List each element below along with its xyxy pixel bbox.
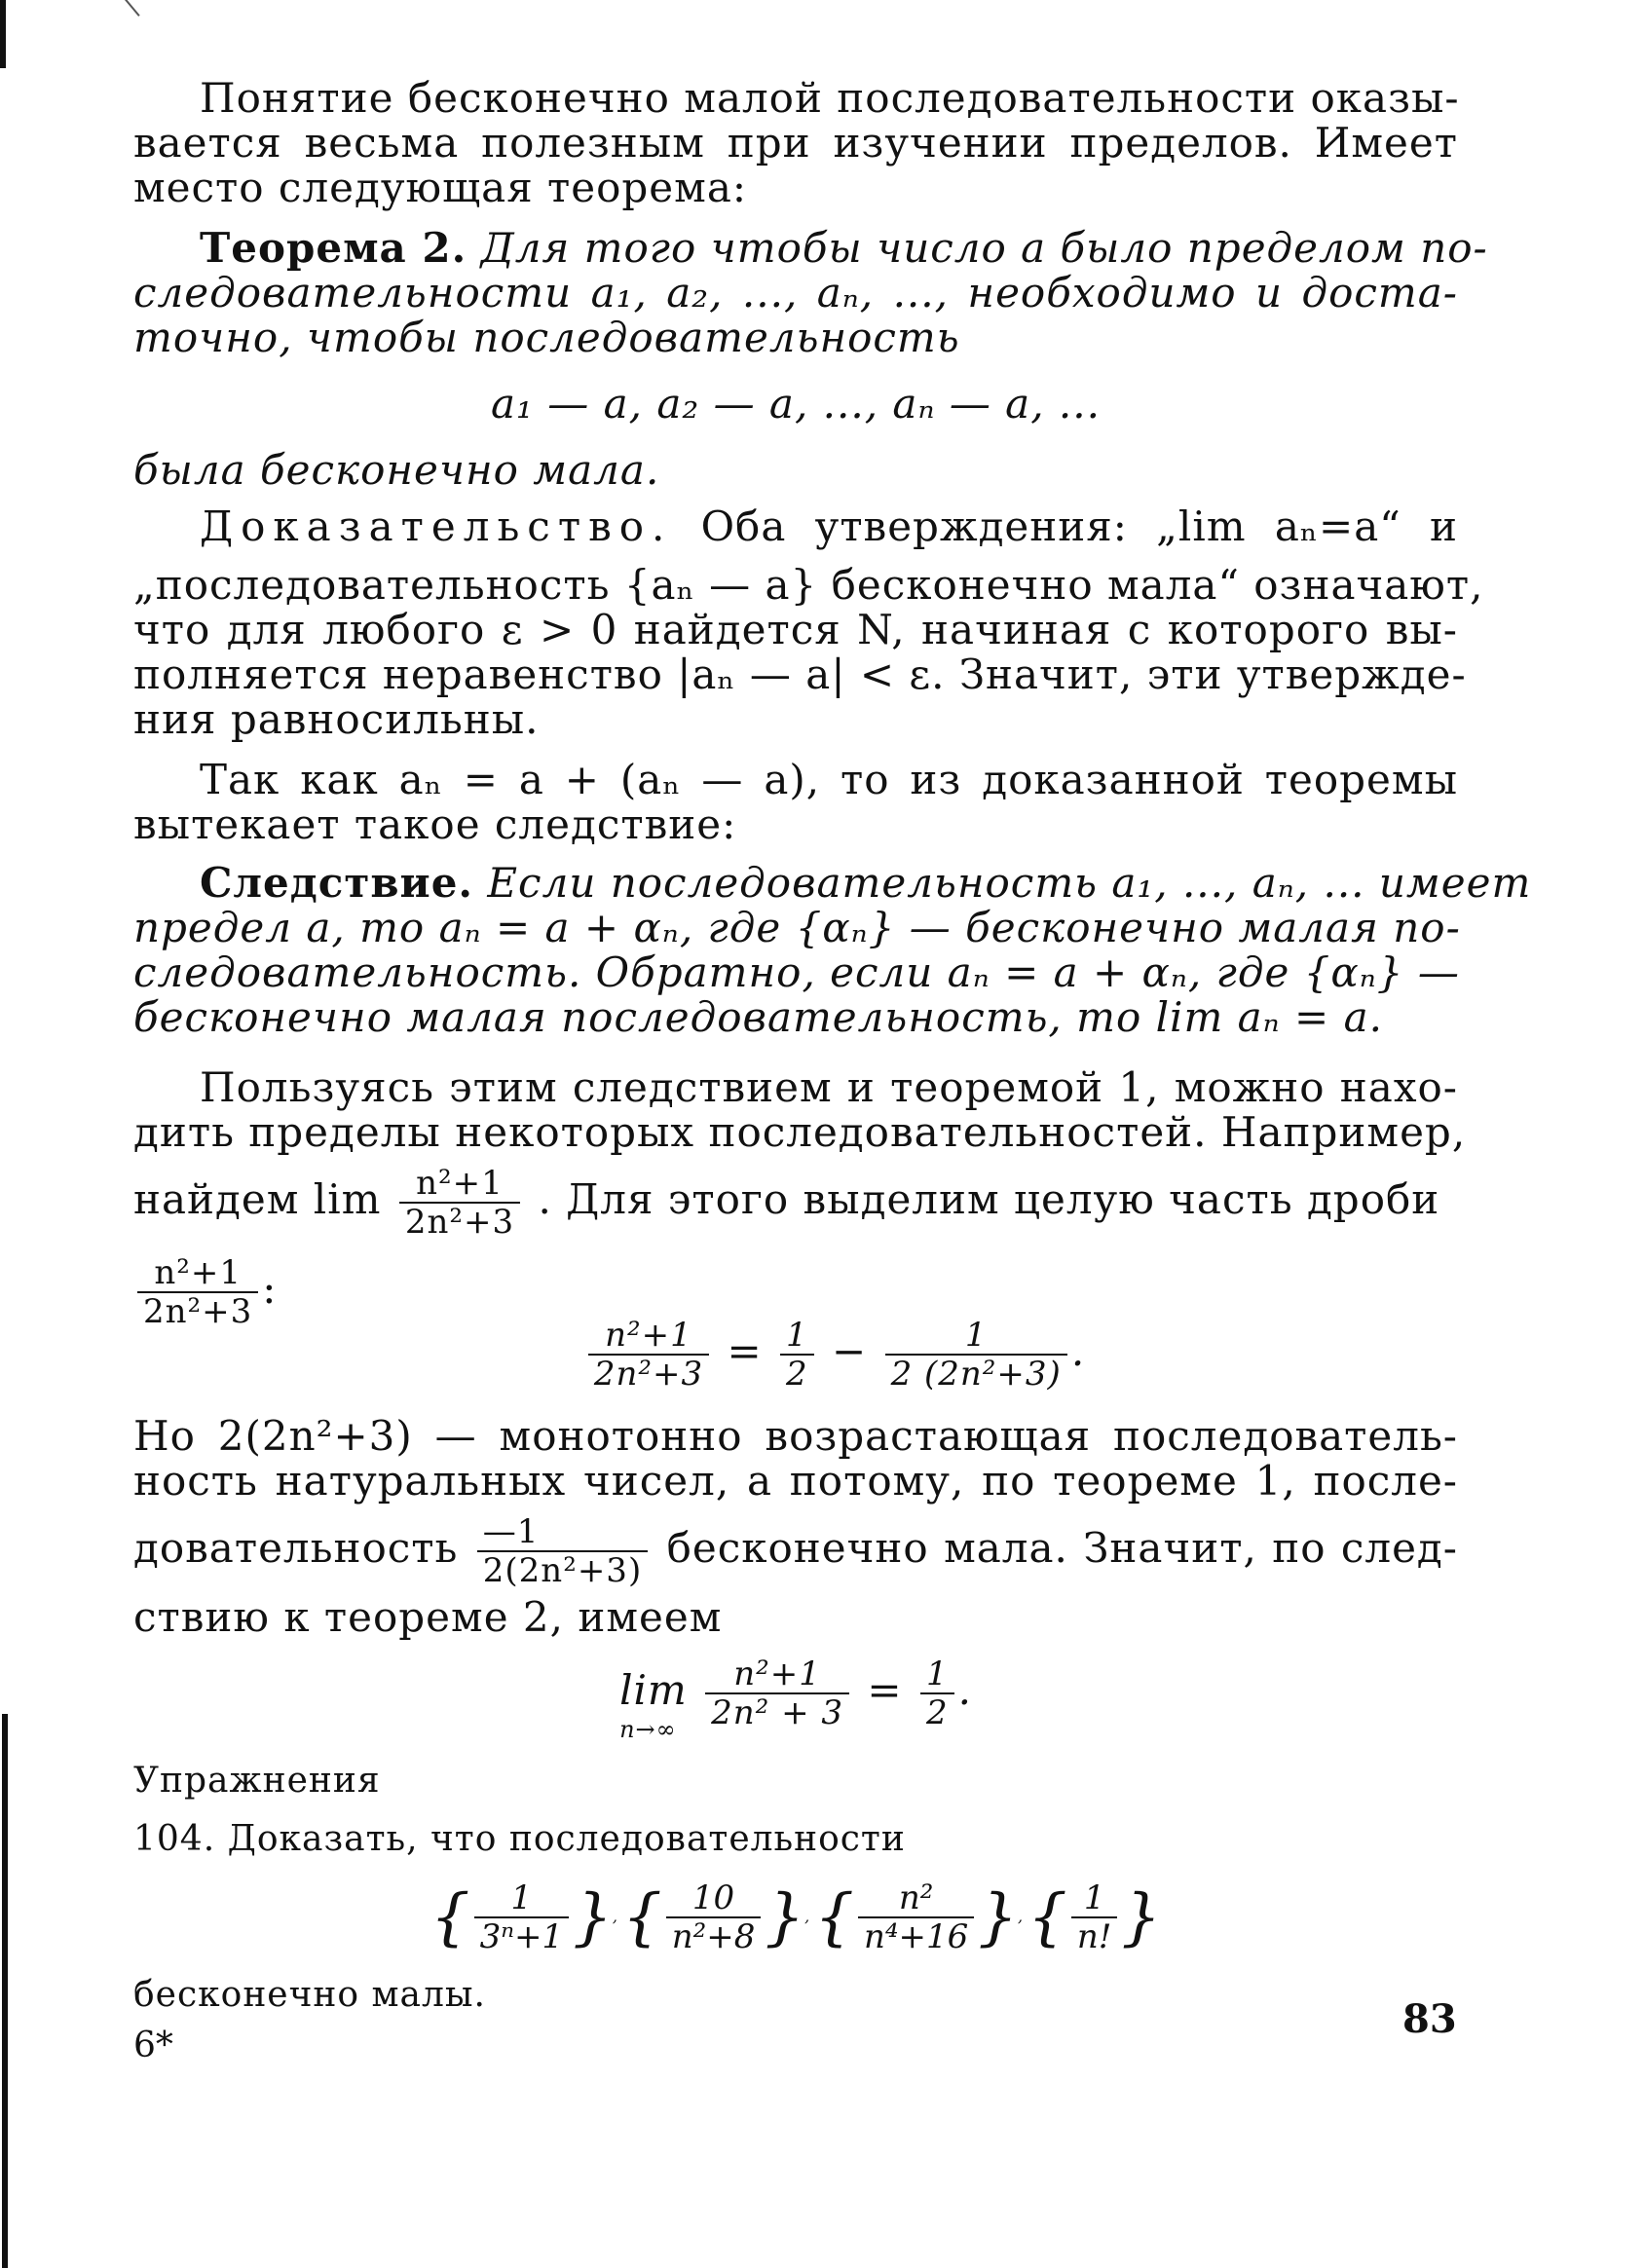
corollary-line-2: предел a, то aₙ = a + αₙ, где {αₙ} — бесконечно малая по- [133, 904, 1461, 951]
but-fraction-num: —1 [477, 1513, 648, 1552]
eq2-rhs [920, 1655, 954, 1731]
seq-1-den: 3ⁿ+1 [479, 1917, 564, 1956]
intro-paragraph [133, 76, 1458, 210]
theorem-line-3: точно, чтобы последовательность [133, 314, 960, 361]
using-fraction-num: n²+1 [399, 1165, 520, 1204]
corollary [133, 859, 1532, 1041]
seq-3 [858, 1879, 974, 1955]
using-fraction-2-num: n²+1 [137, 1254, 258, 1293]
seq-4-num: 1 [1071, 1879, 1118, 1918]
theorem-label: Теорема 2. [200, 224, 467, 272]
equation-1: $\frac{\text{n²+1}}{\text{2n²+3}}$ = $\frac{1}{2}$ − $\frac{1}{\text{2 (2n²+3)}}$ . [133, 1317, 1497, 1393]
corollary-line-1: Если последовательность a₁, ..., aₙ, ... имеет [487, 859, 1532, 907]
proof-line-5: ния равносильны. [133, 695, 540, 743]
but-line-4: ствию к теореме 2, имеем [133, 1593, 723, 1641]
seq-1-num: 1 [474, 1879, 570, 1918]
since-line-1: Так как aₙ = a + (aₙ — a), то из доказанной теоремы [200, 756, 1458, 803]
seq-2-num: 10 [666, 1879, 762, 1918]
but-line-3-post: бесконечно мала. Значит, по след- [666, 1524, 1458, 1572]
seq-3-den: n⁴+16 [863, 1917, 969, 1956]
exercise-sequences: { $\frac{1}{\text{3ⁿ+1}}$ }, { $\frac{10}{\text{n²+8}}$ }, { $\frac{\text{n²}}{\text{n⁴+16}}$ }, { $\frac{1}{n!}$ } [430, 1878, 1162, 1956]
corollary-label: Следствие. [200, 859, 474, 907]
equation-2: lim n→∞ $\frac{\text{n²+1}}{\text{2n² + 3}}$ = $\frac{1}{2}$ . [133, 1655, 1458, 1731]
theorem-formula: a₁ — a, a₂ — a, ..., aₙ — a, ... [491, 380, 1101, 428]
eq1-lhs [588, 1317, 709, 1393]
eq1-mid [780, 1317, 814, 1393]
exercise-104: 104. Доказать, что последовательности [133, 1819, 906, 1859]
eq1-rhs [885, 1317, 1067, 1393]
eq2-lim-sub: n→∞ [619, 1716, 677, 1743]
proof-label: Доказательство. [200, 502, 673, 550]
but-line-2: ность натуральных чисел, а потому, по теореме 1, после- [133, 1457, 1458, 1505]
eq2-rhs-num: 1 [920, 1655, 954, 1694]
corollary-line-4: бесконечно малая последовательность, то lim aₙ = a. [133, 993, 1383, 1041]
using-line-3-post: . Для этого выделим целую часть дроби [538, 1175, 1440, 1223]
eq2-rhs-den: 2 [925, 1693, 949, 1732]
scan-tick-mark [125, 0, 140, 17]
proof-line-1: Оба утверждения: „lim aₙ=a“ и [700, 502, 1458, 550]
but-line-1: Но 2(2n²+3) — монотонно возрастающая последователь- [133, 1412, 1458, 1460]
but-fraction-den: 2(2n²+3) [482, 1551, 643, 1590]
signature-mark: 6* [133, 2026, 173, 2065]
scan-edge-mark [0, 0, 6, 68]
scan-margin-line [2, 1714, 8, 2268]
corollary-line-3: следовательность. Обратно, если aₙ = a + αₙ, где {αₙ} — [133, 948, 1460, 996]
eq2-den: 2n² + 3 [711, 1693, 844, 1732]
since-line-2: вытекает такое следствие: [133, 800, 737, 848]
seq-4-den: n! [1076, 1917, 1112, 1956]
using-paragraph [133, 1063, 1467, 1331]
proof-paragraph [133, 502, 1484, 743]
eq2-lim-text: lim [619, 1666, 688, 1714]
using-fraction [399, 1165, 520, 1241]
using-line-3-pre: найдем lim [133, 1175, 382, 1223]
seq-1 [474, 1879, 570, 1955]
but-line-3 [133, 1513, 1458, 1589]
exercises [133, 1759, 1458, 2018]
eq1-mid-den: 2 [786, 1355, 808, 1394]
but-fraction [477, 1513, 648, 1589]
intro-line-2: вается весьма полезным при изучении пределов. Имеет [133, 119, 1458, 167]
proof-line-3: что для любого ε > 0 найдется N, начиная с которого вы- [133, 606, 1458, 653]
but-paragraph [133, 1414, 1458, 1640]
proof-line-4: полняется неравенство |aₙ — a| < ε. Значит, эти утвержде- [133, 651, 1467, 698]
theorem-line-4: была бесконечно мала. [133, 446, 660, 494]
theorem-2 [133, 224, 1488, 494]
exercises-title: Упражнения [133, 1761, 381, 1801]
eq2-fraction [705, 1655, 849, 1731]
eq1-lhs-num: n²+1 [588, 1317, 709, 1356]
seq-2-den: n²+8 [671, 1917, 756, 1956]
using-fraction-2-den: 2n²+3 [143, 1292, 253, 1331]
exercise-tail: бесконечно малы. [133, 1975, 486, 2015]
but-line-3-pre: довательность [133, 1524, 459, 1572]
since-paragraph [133, 758, 1458, 847]
seq-2 [666, 1879, 762, 1955]
eq1-lhs-den: 2n²+3 [593, 1355, 704, 1394]
eq2-lim [619, 1666, 688, 1743]
eq1-rhs-num: 1 [885, 1317, 1067, 1356]
theorem-line-1: Для того чтобы число a было пределом по- [480, 224, 1488, 272]
intro-line-3: место следующая теорема: [133, 164, 748, 211]
using-line-3 [133, 1165, 1458, 1241]
page-number: 83 [1402, 1996, 1457, 2042]
intro-line-1: Понятие бесконечно малой последовательности оказы- [200, 74, 1460, 122]
seq-4 [1071, 1879, 1118, 1955]
eq1-rhs-den: 2 (2n²+3) [890, 1355, 1062, 1394]
eq2-num: n²+1 [705, 1655, 849, 1694]
using-fraction-den: 2n²+3 [404, 1203, 515, 1242]
theorem-line-2: следовательности a₁, a₂, ..., aₙ, ..., необходимо и доста- [133, 269, 1458, 316]
using-line-1: Пользуясь этим следствием и теоремой 1, можно нахо- [200, 1063, 1458, 1111]
eq1-mid-num: 1 [780, 1317, 814, 1356]
seq-3-num: n² [858, 1879, 974, 1918]
proof-line-2: „последовательность {aₙ — a} бесконечно мала“ означают, [133, 561, 1484, 609]
using-line-2: дить пределы некоторых последовательностей. Например, [133, 1108, 1467, 1156]
using-line-4: $\frac{\text{n²+1}}{\text{2n²+3}}$ : [133, 1254, 1458, 1330]
